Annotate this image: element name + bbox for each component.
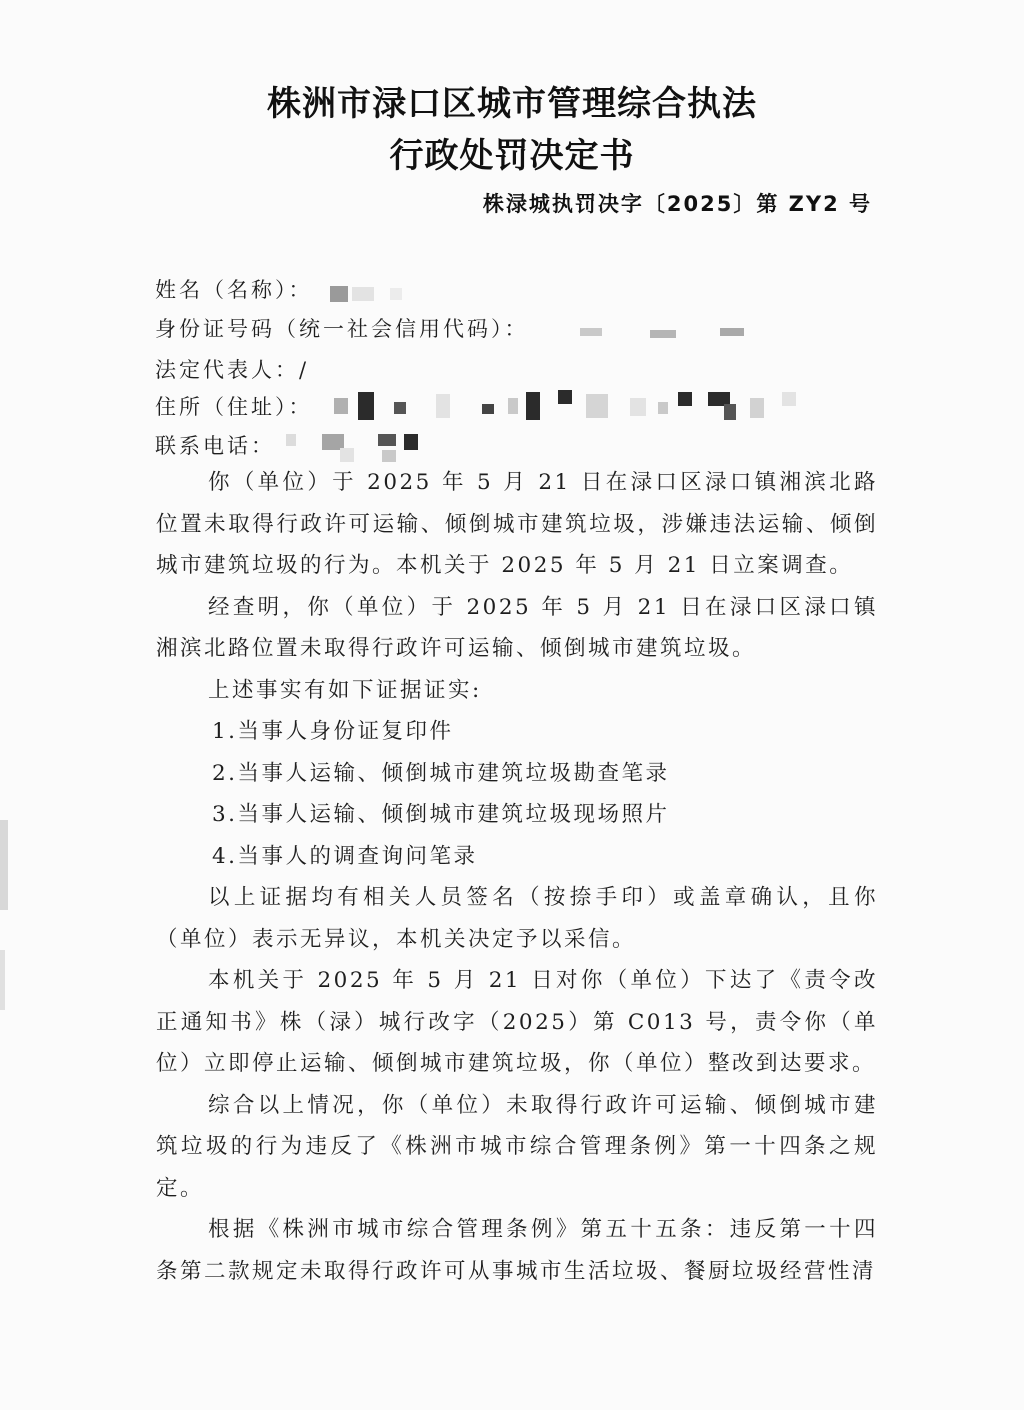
name-redaction xyxy=(330,284,410,304)
evidence-intro: 上述事实有如下证据证实: xyxy=(208,677,482,703)
findings-paragraph: 经查明，你（单位）于 2025 年 5 月 21 日在渌口区渌口镇湘滨北路位置未取得行政许可运输、倾倒城市建筑垃圾。 xyxy=(156,594,878,661)
legal-representative-label-text: 法定代表人： xyxy=(155,358,299,382)
address-redaction xyxy=(330,388,810,422)
violation-summary-paragraph: 综合以上情况，你（单位）未取得行政许可运输、倾倒城市建筑垃圾的行为违反了《株洲市城市综合管理条例》第一十四条之规定。 xyxy=(156,1092,878,1201)
evidence-item: 4.当事人的调查询问笔录 xyxy=(212,843,478,869)
address-field-label: 住所（住址）： xyxy=(155,395,313,419)
id-number-field-label: 身份证号码（统一社会信用代码）： xyxy=(155,317,529,341)
legal-basis-paragraph: 根据《株洲市城市综合管理条例》第五十五条：违反第一十四条第二款规定未取得行政许可从事城市生活垃圾、餐厨垃圾经营性清 xyxy=(156,1217,878,1284)
document-title-line1: 株洲市渌口区城市管理综合执法 xyxy=(267,84,757,124)
evidence-confirmation-paragraph: 以上证据均有相关人员签名（按捺手印）或盖章确认，且你（单位）表示无异议，本机关决定予以采信。 xyxy=(156,885,878,952)
case-paragraph: 你（单位）于 2025 年 5 月 21 日在渌口区渌口镇湘滨北路位置未取得行政许可运输、倾倒城市建筑垃圾，涉嫌违法运输、倾倒城市建筑垃圾的行为。本机关于 2025 年 5 月 21 日立案调查。 xyxy=(156,470,878,578)
legal-representative-label xyxy=(155,354,309,384)
legal-representative-value: / xyxy=(299,358,310,382)
document-title-line2: 行政处罚决定书 xyxy=(389,136,635,176)
evidence-item: 1.当事人身份证复印件 xyxy=(212,719,454,744)
evidence-item: 3.当事人运输、倾倒城市建筑垃圾现场照片 xyxy=(212,802,670,827)
document-body xyxy=(156,462,878,1292)
id-number-redaction xyxy=(570,326,770,340)
page-edge-shadow xyxy=(0,950,5,1010)
phone-field-label: 联系电话： xyxy=(155,434,275,458)
name-field-label: 姓名（名称）： xyxy=(155,278,313,302)
evidence-item: 2.当事人运输、倾倒城市建筑垃圾勘查笔录 xyxy=(212,760,670,786)
page-edge-shadow xyxy=(0,820,8,910)
rectification-notice-paragraph: 本机关于 2025 年 5 月 21 日对你（单位）下达了《责令改正通知书》株（渌）城行改字（2025）第 C013 号，责令你（单位）立即停止运输、倾倒城市建筑垃圾，你（单位）整改到达要求。 xyxy=(156,968,878,1076)
phone-redaction xyxy=(286,430,426,466)
document-number: 株渌城执罚决字〔2025〕第 ZY2 号 xyxy=(482,192,872,216)
